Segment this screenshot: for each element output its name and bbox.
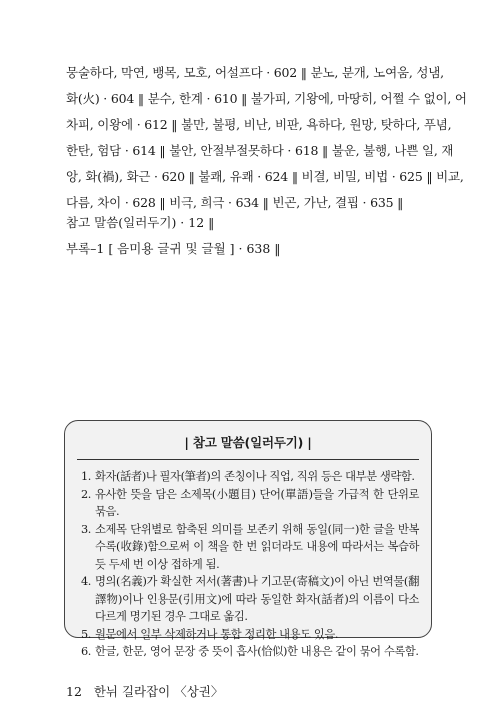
note-text: 유사한 뜻을 담은 소제목(小題目) 단어(單語)들을 가급적 한 단위로 묶음. [95, 487, 419, 518]
note-text: 한글, 한문, 영어 문장 중 뜻이 흡사(恰似)한 내용은 같이 묶어 수록함. [95, 645, 419, 658]
note-number: 6. [81, 645, 91, 658]
notes-divider [77, 459, 419, 460]
index-line: 한탄, 험담 · 614 ‖ 불안, 안절부절못하다 · 618 ‖ 불운, 불행, 나쁜 일, 재 [66, 143, 454, 158]
page-footer [66, 682, 223, 700]
reference-appendix-entry: 부록–1 [ 음미용 글귀 및 글월 ] · 638 ‖ [66, 241, 281, 256]
running-title: 한뉘 길라잡이 〈상권〉 [93, 684, 224, 699]
index-line: 뭉술하다, 막연, 뱅목, 모호, 어설프다 · 602 ‖ 분노, 분개, 노여움, 성냄, [66, 65, 444, 80]
note-item [81, 521, 419, 574]
note-text: 원문에서 일부 삭제하거나 통합 정리한 내용도 있음. [95, 627, 339, 641]
reference-notes-entry: 참고 말씀(일러두기) · 12 ‖ [66, 215, 215, 230]
note-number: 3. [81, 522, 91, 536]
note-item [81, 626, 419, 644]
index-line: 차피, 이왕에 · 612 ‖ 불만, 불평, 비난, 비판, 욕하다, 원망, 탓하다, 푸념, [66, 117, 452, 132]
note-number: 5. [81, 627, 91, 641]
note-text: 화자(話者)나 필자(筆者)의 존칭이나 직업, 직위 등은 대부분 생략함. [95, 470, 415, 483]
page-number: 12 [66, 684, 82, 699]
note-number: 2. [81, 487, 91, 501]
index-line: 다름, 차이 · 628 ‖ 비극, 희극 · 634 ‖ 빈곤, 가난, 결핍 · 635 ‖ [66, 195, 404, 210]
reference-entries [66, 210, 434, 262]
index-line: 화(火) · 604 ‖ 분수, 한계 · 610 ‖ 불가피, 기왕에, 마땅히, 어쩔 수 없이, 어 [66, 91, 467, 106]
index-entries [66, 60, 467, 216]
note-item [81, 573, 419, 626]
note-item [81, 643, 419, 661]
notes-box [64, 420, 432, 658]
notes-box-title: | 참고 말씀(일러두기) | [184, 435, 312, 450]
index-line: 앙, 화(禍), 화근 · 620 ‖ 불쾌, 유쾌 · 624 ‖ 비결, 비밀, 비법 · 625 ‖ 비교, [66, 169, 464, 184]
note-item [81, 486, 419, 521]
note-number: 1. [81, 470, 91, 483]
notes-list [65, 468, 431, 661]
note-text: 소제목 단위별로 함축된 의미를 보존키 위해 동일(同一)한 글을 반복 수록(收錄)함으로써 이 책을 한 번 읽더라도 내용에 따라서는 복습하듯 두세 번 이상 접하게 됨. [95, 522, 419, 571]
note-number: 4. [81, 575, 91, 588]
note-item [81, 468, 419, 486]
note-text: 명의(名義)가 확실한 저서(著書)나 기고문(寄稿文)이 아닌 번역물(翻譯物)이나 인용문(引用文)에 따라 동일한 화자(話者)의 이름이 다소 다르게 명기된 경우 그대로 옮김. [95, 575, 419, 623]
